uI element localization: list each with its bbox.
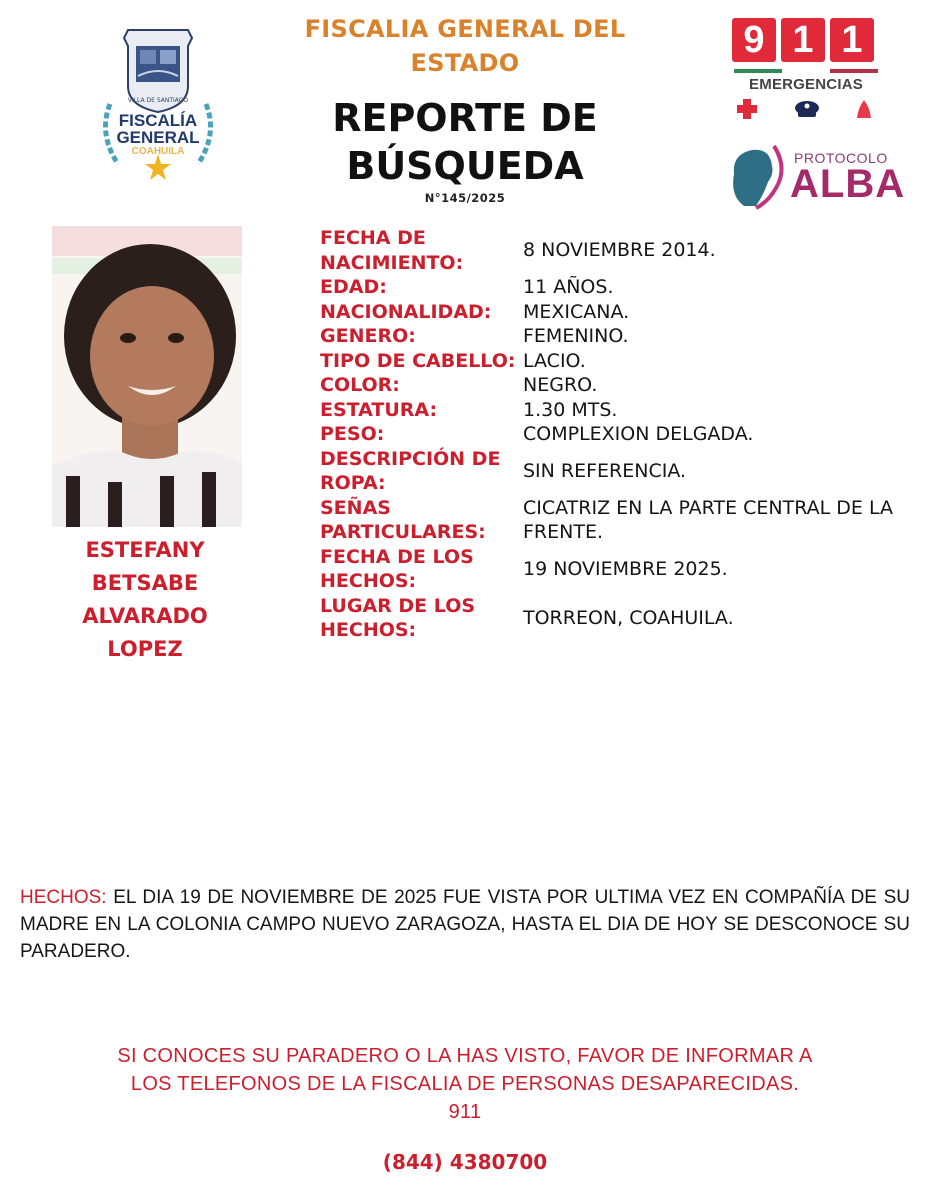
field-row-clothing xyxy=(320,447,910,496)
field-label: LUGAR DE LOS HECHOS: xyxy=(320,594,476,641)
name-line: LOPEZ xyxy=(107,637,183,661)
digit-1b: 1 xyxy=(830,18,874,62)
coat-of-arms-icon xyxy=(88,24,228,184)
emergency-number[interactable]: 911 xyxy=(448,1101,482,1123)
field-label: DESCRIPCIÓN DE ROPA: xyxy=(320,447,501,494)
field-row-gender xyxy=(320,324,910,349)
missing-person-name xyxy=(40,534,250,666)
field-row-incident-date xyxy=(320,545,910,594)
field-label: GENERO: xyxy=(320,325,416,347)
field-row-age xyxy=(320,275,910,300)
contact-appeal xyxy=(20,1042,910,1126)
appeal-line2: LOS TELEFONOS DE LA FISCALIA DE PERSONAS DESAPARECIDAS. xyxy=(130,1073,800,1095)
field-value: LACIO. xyxy=(523,349,586,372)
digit-9: 9 xyxy=(732,18,776,62)
missing-person-photo xyxy=(52,226,242,527)
field-row-nationality xyxy=(320,300,910,325)
document-title-line2: BÚSQUEDA xyxy=(346,144,584,188)
red-bar xyxy=(830,69,878,73)
logo-line-general: GENERAL xyxy=(116,128,200,147)
agency-title-line1: FISCALIA GENERAL DEL xyxy=(304,15,626,43)
field-label: EDAD: xyxy=(320,276,387,298)
incident-description xyxy=(20,884,910,965)
incident-label: HECHOS: xyxy=(20,887,107,908)
field-label: FECHA DE LOS HECHOS: xyxy=(320,545,474,592)
field-value: 11 AÑOS. xyxy=(523,276,614,298)
person-details-table xyxy=(320,226,910,643)
alba-silhouette-icon xyxy=(726,144,790,210)
field-label: ESTATURA: xyxy=(320,398,438,421)
field-value: NEGRO. xyxy=(523,374,598,396)
fire-bell-icon xyxy=(854,98,874,120)
field-label: FECHA DE NACIMIENTO: xyxy=(320,227,464,274)
emergencias-911-logo xyxy=(732,18,880,130)
field-value: FEMENINO. xyxy=(523,325,629,347)
emergencias-label: EMERGENCIAS xyxy=(749,76,863,93)
red-cross-icon xyxy=(736,98,758,120)
field-value: MEXICANA. xyxy=(523,300,630,323)
field-value: COMPLEXION DELGADA. xyxy=(523,423,754,445)
incident-text: EL DIA 19 DE NOVIEMBRE DE 2025 FUE VISTA POR ULTIMA VEZ EN COMPAÑÍA DE SU MADRE EN LA COLONIA CAMPO NUEVO ZARAGOZA, HASTA EL DIA DE HOY SE DESCONOCE SU PARADERO. xyxy=(20,887,910,962)
field-label: PESO: xyxy=(320,423,385,445)
contact-phone-number[interactable]: (844) 4380700 xyxy=(382,1150,548,1174)
name-line: ALVARADO xyxy=(82,604,208,628)
field-label: COLOR: xyxy=(320,374,400,396)
field-value: TORREON, COAHUILA. xyxy=(523,606,734,629)
name-line: BETSABE xyxy=(91,571,199,595)
protocolo-alba-logo xyxy=(726,142,906,212)
document-title xyxy=(270,94,660,190)
field-row-incident-place xyxy=(320,594,910,643)
green-bar xyxy=(734,69,782,73)
field-row-hair-type xyxy=(320,349,910,374)
field-row-distinguishing-marks xyxy=(320,496,910,545)
field-value: SIN REFERENCIA. xyxy=(523,459,687,482)
person-portrait-icon xyxy=(52,226,242,527)
alba-label: ALBA xyxy=(790,162,906,206)
field-value: 1.30 MTS. xyxy=(523,398,618,421)
fiscalia-general-coahuila-logo xyxy=(88,24,228,184)
logo-line-fiscalia: FISCALÍA xyxy=(118,111,198,130)
field-label: TIPO DE CABELLO: xyxy=(320,349,516,372)
document-title-line1: REPORTE DE xyxy=(332,96,598,140)
field-row-height xyxy=(320,398,910,423)
logo-line-coahuila: COAHUILA xyxy=(131,146,185,157)
field-label: SEÑAS PARTICULARES: xyxy=(320,496,486,543)
appeal-line1: SI CONOCES SU PARADERO O LA HAS VISTO, FAVOR DE INFORMAR A xyxy=(117,1045,813,1067)
police-cap-icon xyxy=(794,100,820,118)
alba-protocol-label: PROTOCOLO xyxy=(794,150,888,166)
agency-title-line2: ESTADO xyxy=(410,49,520,77)
field-row-color xyxy=(320,373,910,398)
field-row-birthdate xyxy=(320,226,910,275)
report-number: N°145/2025 xyxy=(424,191,506,205)
field-value: CICATRIZ EN LA PARTE CENTRAL DE LA FRENTE. xyxy=(523,496,893,543)
name-line: ESTEFANY xyxy=(85,538,205,562)
field-value: 19 NOVIEMBRE 2025. xyxy=(523,557,728,580)
agency-title xyxy=(270,12,660,80)
field-value: 8 NOVIEMBRE 2014. xyxy=(523,239,716,262)
field-row-weight xyxy=(320,422,910,447)
field-label: NACIONALIDAD: xyxy=(320,300,492,323)
digit-1: 1 xyxy=(781,18,825,62)
svg-text:VILLA DE SANTIAGO: VILLA DE SANTIAGO xyxy=(127,97,189,104)
